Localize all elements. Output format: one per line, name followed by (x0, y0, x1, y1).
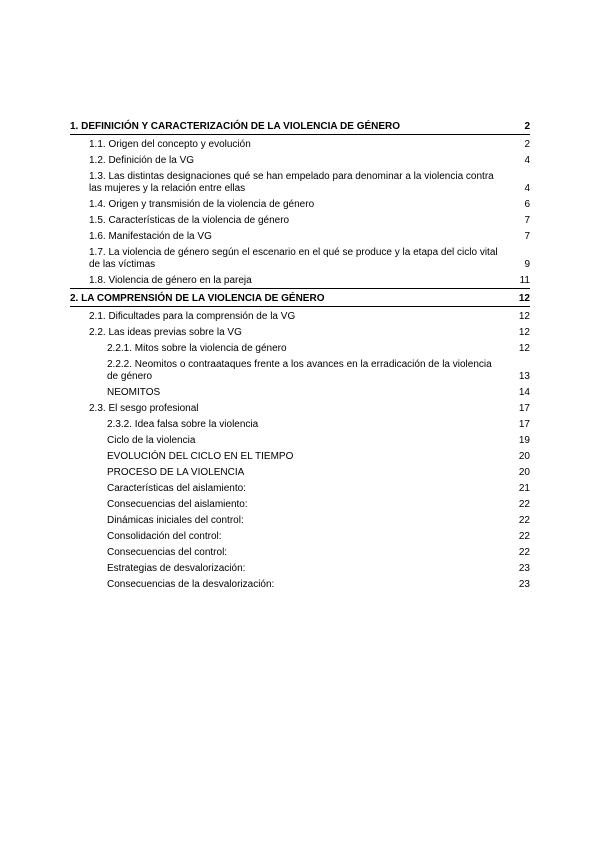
toc-entry-title: PROCESO DE LA VIOLENCIA (107, 467, 245, 478)
toc-entry-page: 17 (518, 419, 530, 430)
toc-entry-1-3[interactable] (70, 171, 530, 195)
toc-entry-caracteristicas-aislamiento[interactable] (70, 483, 530, 495)
toc-entry-page: 2 (524, 139, 530, 150)
toc-entry-page: 23 (518, 579, 530, 590)
toc-entry-1-1[interactable] (70, 139, 530, 151)
toc-entry-page: 4 (524, 155, 530, 166)
toc-entry-dinamicas-control[interactable] (70, 515, 530, 527)
toc-entry-title: NEOMITOS (107, 387, 161, 398)
toc-entry-page: 22 (518, 499, 530, 510)
toc-entry-title: 1.7. La violencia de género según el escenario en el qué se produce y la etapa del ciclo vital de las víctimas (89, 247, 498, 270)
toc-entry-consolidacion-control[interactable] (70, 531, 530, 543)
toc-entry-proceso[interactable] (70, 467, 530, 479)
toc-entry-page: 12 (518, 293, 530, 304)
toc-entry-title: 2.2. Las ideas previas sobre la VG (89, 327, 242, 338)
toc-entry-evolucion[interactable] (70, 451, 530, 463)
toc-entry-page: 20 (518, 467, 530, 478)
toc-entry-1-4[interactable] (70, 199, 530, 211)
toc-entry-page: 22 (518, 515, 530, 526)
toc-entry-title: Estrategias de desvalorización: (107, 563, 246, 574)
toc-entry-estrategias-desvalorizacion[interactable] (70, 563, 530, 575)
toc-entry-page: 7 (524, 231, 530, 242)
toc-entry-2-1[interactable] (70, 311, 530, 323)
toc-entry-title: 2.3. El sesgo profesional (89, 403, 199, 414)
toc-entry-consecuencias-desvalorizacion[interactable] (70, 579, 530, 591)
toc-entry-title: 1.6. Manifestación de la VG (89, 231, 212, 242)
toc-entry-page: 22 (518, 531, 530, 542)
toc-entry-title: 1.5. Características de la violencia de género (89, 215, 290, 226)
toc-entry-2-3-2[interactable] (70, 419, 530, 431)
toc-entry-title: 1.1. Origen del concepto y evolución (89, 139, 251, 150)
toc-entry-page: 14 (518, 387, 530, 398)
toc-entry-title: Ciclo de la violencia (107, 435, 196, 446)
toc-entry-title: EVOLUCIÓN DEL CICLO EN EL TIEMPO (107, 451, 294, 462)
toc-entry-neomitos[interactable] (70, 387, 530, 399)
toc-entry-page: 12 (518, 327, 530, 338)
toc-entry-page: 11 (519, 275, 530, 286)
toc-entry-page: 12 (518, 311, 530, 322)
toc-entry-2-2-1[interactable] (70, 343, 530, 355)
toc-entry-1-8[interactable] (70, 275, 530, 289)
toc-entry-title: 1.4. Origen y transmisión de la violencia de género (89, 199, 315, 210)
toc-entry-title: 1.8. Violencia de género en la pareja (89, 275, 252, 286)
toc-entry-page: 7 (524, 215, 530, 226)
toc-entry-title: Consecuencias de la desvalorización: (107, 579, 275, 590)
toc-entry-1-5[interactable] (70, 215, 530, 227)
toc-entry-2-2-2[interactable] (70, 359, 530, 383)
toc-entry-page: 9 (524, 259, 530, 270)
toc-entry-ciclo[interactable] (70, 435, 530, 447)
toc-entry-title: Consecuencias del aislamiento: (107, 499, 248, 510)
toc-entry-1[interactable] (70, 121, 530, 135)
toc-entry-consecuencias-control[interactable] (70, 547, 530, 559)
toc-entry-title: 2.1. Dificultades para la comprensión de la VG (89, 311, 296, 322)
toc-entry-page: 12 (518, 343, 530, 354)
toc-entry-title: 2. LA COMPRENSIÓN DE LA VIOLENCIA DE GÉNERO (70, 293, 325, 304)
toc-entry-page: 6 (524, 199, 530, 210)
toc-entry-2-3[interactable] (70, 403, 530, 415)
toc-entry-title: Dinámicas iniciales del control: (107, 515, 244, 526)
toc-entry-title: 1.2. Definición de la VG (89, 155, 195, 166)
toc-entry-page: 20 (518, 451, 530, 462)
toc-entry-page: 21 (518, 483, 530, 494)
toc-entry-title: 2.2.1. Mitos sobre la violencia de género (107, 343, 287, 354)
toc-entry-page: 19 (518, 435, 530, 446)
toc-entry-title: 2.3.2. Idea falsa sobre la violencia (107, 419, 259, 430)
toc-entry-title: 2.2.2. Neomitos o contraataques frente a los avances en la erradicación de la violencia de género (107, 359, 492, 382)
toc-entry-1-2[interactable] (70, 155, 530, 167)
toc-entry-page: 4 (524, 183, 530, 194)
toc-entry-1-6[interactable] (70, 231, 530, 243)
toc-entry-title: 1. DEFINICIÓN Y CARACTERIZACIÓN DE LA VIOLENCIA DE GÉNERO (70, 121, 401, 132)
toc-entry-page: 13 (518, 371, 530, 382)
toc-entry-1-7[interactable] (70, 247, 530, 271)
toc-entry-title: 1.3. Las distintas designaciones qué se han empelado para denominar a la violencia contra las mujeres y la relación entre ellas (89, 171, 494, 194)
toc-entry-page: 2 (524, 121, 530, 132)
toc-entry-page: 23 (518, 563, 530, 574)
toc-entry-title: Características del aislamiento: (107, 483, 246, 494)
toc-entry-page: 22 (518, 547, 530, 558)
toc-entry-2-2[interactable] (70, 327, 530, 339)
table-of-contents (70, 121, 530, 595)
toc-entry-2[interactable] (70, 293, 530, 307)
toc-entry-page: 17 (518, 403, 530, 414)
toc-entry-consecuencias-aislamiento[interactable] (70, 499, 530, 511)
toc-entry-title: Consecuencias del control: (107, 547, 228, 558)
toc-entry-title: Consolidación del control: (107, 531, 222, 542)
